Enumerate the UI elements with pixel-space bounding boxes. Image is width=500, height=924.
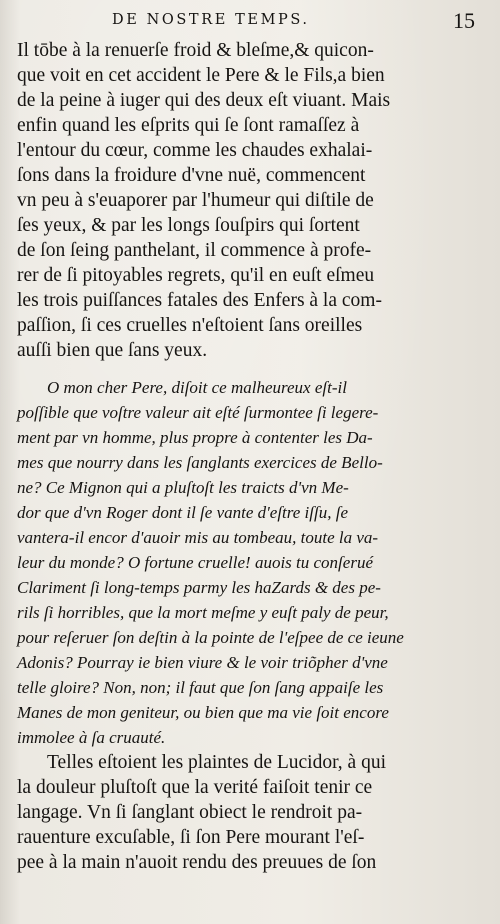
text-line: les trois puiſſances fatales des Enfers à la com- <box>17 290 382 311</box>
text-line: Clariment ſi long-temps parmy les haZards & des pe- <box>17 578 381 597</box>
text-line: pee à la main n'auoit rendu des preuues de ſon <box>17 852 377 873</box>
text-line: vantera-il encor d'auoir mis au tombeau, toute la va- <box>17 528 379 547</box>
text-line: langage. Vn ſi ſanglant obiect le rendroit pa- <box>17 802 363 823</box>
text-line: immolee à ſa cruauté. <box>17 728 166 747</box>
text-line: Manes de mon geniteur, ou bien que ma vie ſoit encore <box>17 703 389 722</box>
page-number: 15 <box>453 8 475 33</box>
text-line: enfin quand les eſprits qui ſe ſont ramaſſez à <box>17 115 360 136</box>
paragraph-narrative-2 <box>17 750 489 875</box>
text-line: de ſon ſeing panthelant, il commence à profe- <box>17 240 372 261</box>
text-line: telle gloire? Non, non; il faut que ſon ſang appaiſe les <box>17 678 384 697</box>
text-line: paſſion, ſi ces cruelles n'eſtoient ſans oreilles <box>17 315 363 336</box>
text-line: mes que nourry dans les ſanglants exercices de Bello- <box>17 453 383 472</box>
text-line: rauenture excuſable, ſi ſon Pere mourant l'eſ- <box>17 827 365 848</box>
page-header <box>0 8 500 36</box>
text-line: pour reſeruer ſon deſtin à la pointe de l'eſpee de ce ieune <box>17 628 404 647</box>
text-line: rer de ſi pitoyables regrets, qu'il en euſt eſmeu <box>17 265 375 286</box>
paragraph-lament-speech <box>17 375 489 750</box>
text-line: poſſible que voſtre valeur ait eſté ſurmontee ſi legere- <box>17 403 379 422</box>
text-line: dor que d'vn Roger dont il ſe vante d'eſtre iſſu, ſe <box>17 503 348 522</box>
text-line: O mon cher Pere, diſoit ce malheureux eſt-il <box>47 378 347 397</box>
text-line: ſes yeux, & par les longs ſouſpirs qui ſortent <box>17 215 360 236</box>
text-line: Il tōbe à la renuerſe froid & bleſme,& quicon- <box>17 40 374 61</box>
text-line: Telles eſtoient les plaintes de Lucidor, à qui <box>47 752 387 773</box>
text-line: ſons dans la froidure d'vne nuë, commencent <box>17 165 366 186</box>
text-line: vn peu à s'euaporer par l'humeur qui diſtile de <box>17 190 374 211</box>
text-line: que voit en cet accident le Pere & le Fils,a bien <box>17 65 385 86</box>
text-line: leur du monde? O fortune cruelle! auois tu conſerué <box>17 553 373 572</box>
text-line: de la peine à iuger qui des deux eſt viuant. Mais <box>17 90 391 111</box>
text-line: Adonis? Pourray ie bien viure & le voir triõpher d'vne <box>17 653 388 672</box>
text-line: la douleur pluſtoſt que la verité faiſoit tenir ce <box>17 777 373 798</box>
text-line: ment par vn homme, plus propre à contenter les Da- <box>17 428 373 447</box>
paragraph-narrative-1 <box>17 38 489 363</box>
running-head: DE NOSTRE TEMPS. <box>112 12 310 28</box>
text-line: ne? Ce Mignon qui a pluſtoſt les traicts d'vn Me- <box>17 478 349 497</box>
text-line: auſſi bien que ſans yeux. <box>17 340 208 361</box>
text-line: rils ſi horribles, que la mort meſme y euſt paly de peur, <box>17 603 389 622</box>
text-line: l'entour du cœur, comme les chaudes exhalai- <box>17 140 373 161</box>
